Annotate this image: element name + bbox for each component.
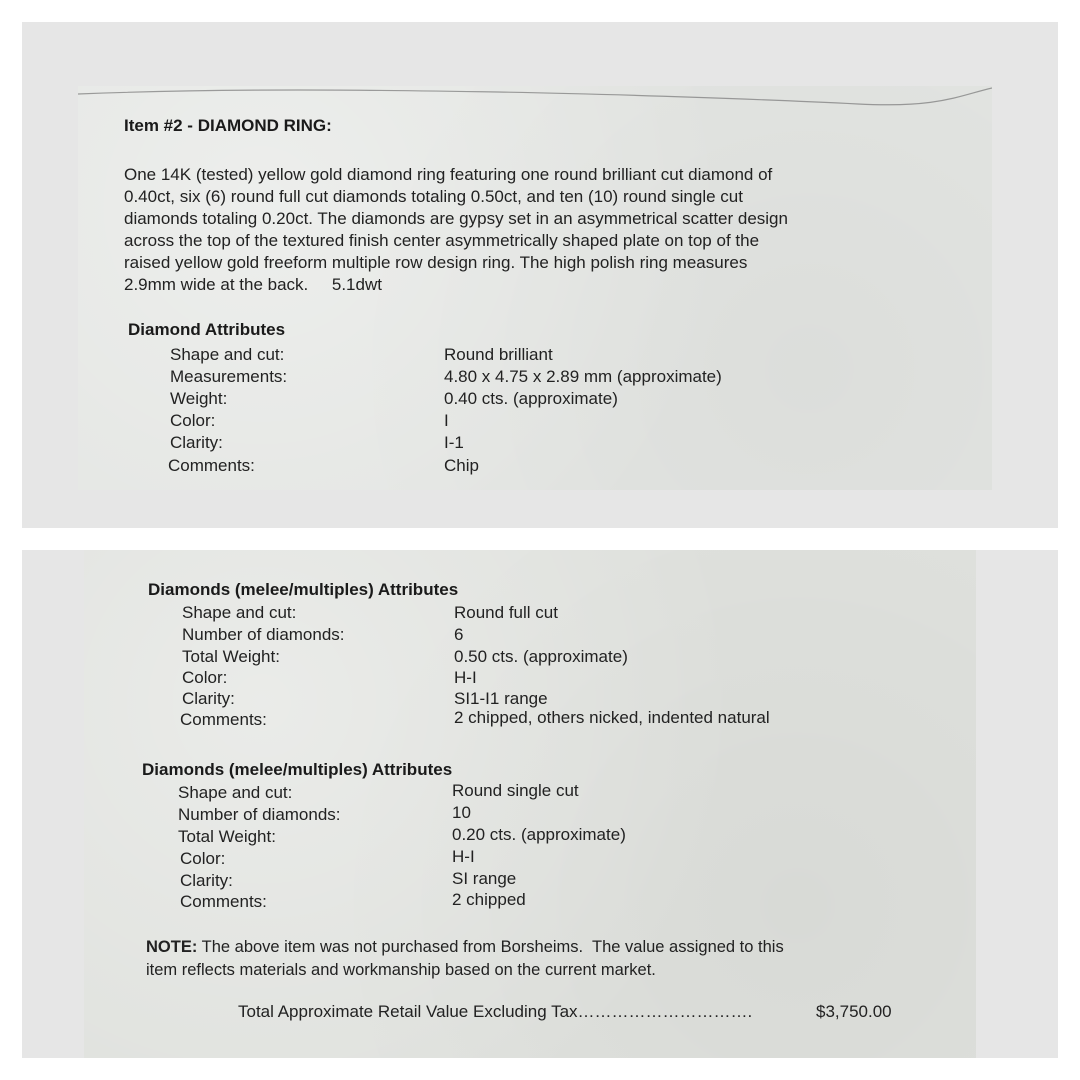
total-value: $3,750.00 (816, 1002, 892, 1021)
attr-value: 6 (454, 625, 464, 644)
attr-label: Number of diamonds: (182, 625, 345, 644)
attr-value: 4.80 x 4.75 x 2.89 mm (approximate) (444, 367, 722, 386)
attr-label: Total Weight: (182, 647, 280, 666)
attr-label: Measurements: (170, 367, 288, 386)
attr-label: Total Weight: (178, 827, 276, 846)
note-label: NOTE: (146, 938, 198, 956)
attr-value: Round full cut (454, 603, 558, 622)
attr-label: Clarity: (182, 689, 235, 708)
attr-label: Number of diamonds: (178, 805, 341, 824)
note-line-1 (146, 936, 784, 958)
description-line: across the top of the textured finish center asymmetrically shaped plate on top of the (124, 231, 760, 250)
item-description (124, 164, 788, 296)
attr-label: Clarity: (180, 871, 233, 890)
description-line: 0.40ct, six (6) round full cut diamonds totaling 0.50ct, and ten (10) round single cut (124, 187, 743, 206)
attr-value: Chip (444, 456, 479, 475)
item-title: Item #2 - DIAMOND RING: (124, 116, 332, 135)
description-line: raised yellow gold freeform multiple row design ring. The high polish ring measures (124, 253, 748, 272)
attr-label: Shape and cut: (182, 603, 297, 622)
appraisal-paper-top (78, 86, 992, 490)
attr-value: Round brilliant (444, 345, 553, 364)
description-line: 2.9mm wide at the back. 5.1dwt (124, 275, 382, 294)
description-line: One 14K (tested) yellow gold diamond ring featuring one round brilliant cut diamond of (124, 165, 773, 184)
note-text: The above item was not purchased from Borsheims. The value assigned to this (197, 938, 784, 956)
description-line: diamonds totaling 0.20ct. The diamonds are gypsy set in an asymmetrical scatter design (124, 209, 788, 228)
attr-value: I (444, 411, 449, 430)
attr-label: Clarity: (170, 433, 223, 452)
melee-1-heading: Diamonds (melee/multiples) Attributes (148, 580, 459, 599)
attr-label: Color: (182, 668, 228, 687)
attr-label: Shape and cut: (178, 783, 293, 802)
attr-label: Shape and cut: (170, 345, 285, 364)
attr-value: Round single cut (452, 781, 579, 800)
note-line-2: item reflects materials and workmanship based on the current market. (146, 961, 656, 979)
attr-value: H-I (454, 668, 477, 687)
attr-value: 2 chipped, others nicked, indented natural (454, 708, 770, 727)
attr-value: H-I (452, 847, 475, 866)
attr-value: 0.40 cts. (approximate) (444, 389, 618, 408)
bottom-photo-panel (22, 550, 1058, 1058)
top-photo-panel (22, 22, 1058, 528)
attr-value: 10 (452, 803, 471, 822)
attr-value: SI1-I1 range (454, 689, 548, 708)
attr-label: Comments: (180, 892, 267, 911)
total-label: Total Approximate Retail Value Excluding Tax…………………………. (238, 1002, 753, 1021)
attr-value: SI range (452, 869, 517, 888)
attr-label: Comments: (180, 710, 267, 729)
appraisal-paper-bottom (84, 550, 976, 1058)
melee-2-heading: Diamonds (melee/multiples) Attributes (142, 760, 453, 779)
attr-label: Color: (180, 849, 226, 868)
attr-value: I-1 (444, 433, 464, 452)
attr-value: 0.20 cts. (approximate) (452, 825, 626, 844)
attr-value: 2 chipped (452, 890, 526, 909)
attr-label: Weight: (170, 389, 228, 408)
attr-label: Comments: (168, 456, 255, 475)
attr-value: 0.50 cts. (approximate) (454, 647, 628, 666)
diamond-attributes-heading: Diamond Attributes (128, 320, 286, 339)
pencil-mark (78, 86, 992, 116)
attr-label: Color: (170, 411, 216, 430)
